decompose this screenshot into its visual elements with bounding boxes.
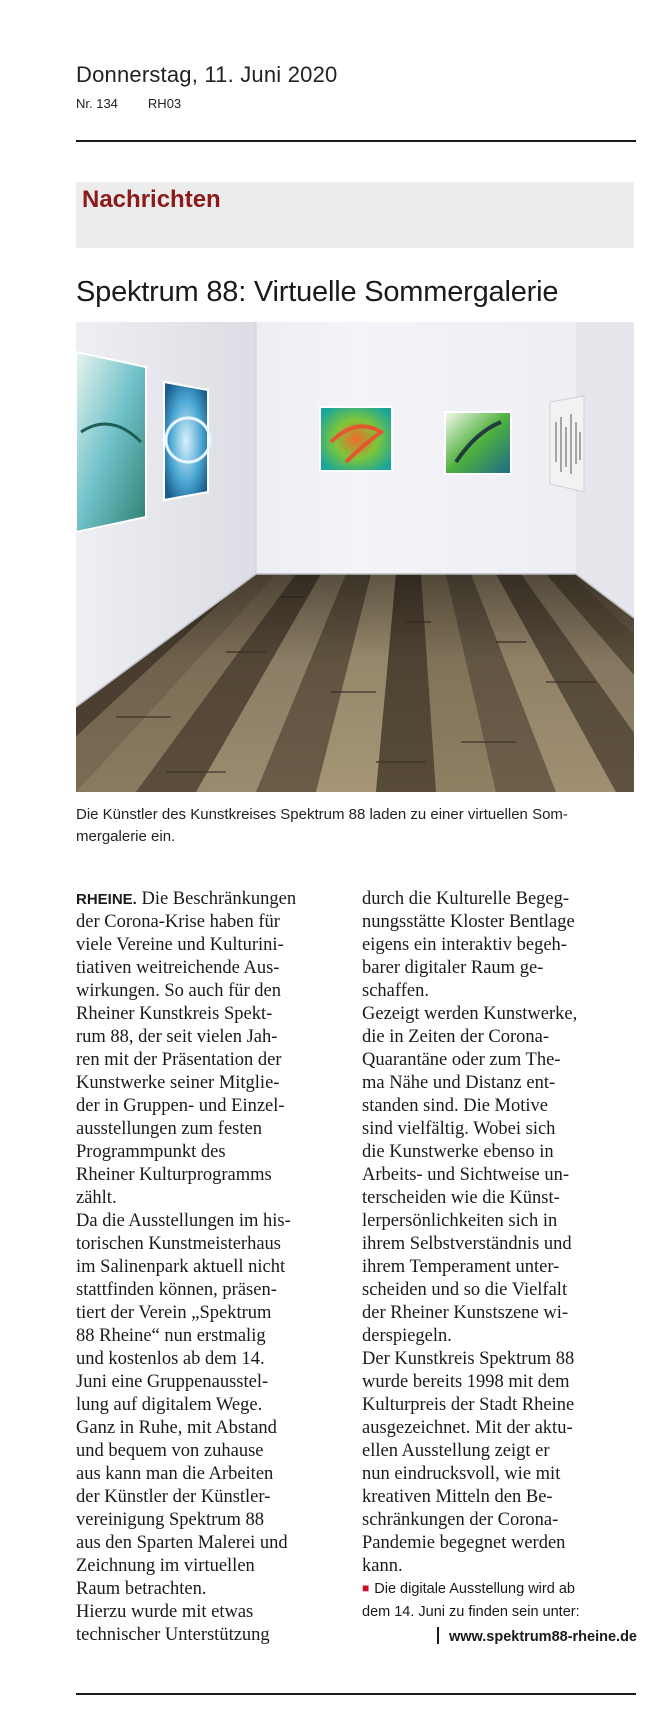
body-line: wirkungen. So auch für den: [76, 981, 281, 1001]
body-line: torischen Kunstmeisterhaus: [76, 1234, 281, 1254]
body-line: Rheiner Kulturprogramms: [76, 1165, 272, 1185]
caption-line: mergalerie ein.: [76, 828, 176, 845]
body-line: nun eindrucksvoll, wie mit: [362, 1464, 561, 1484]
body-line: aus kann man die Arbeiten: [76, 1464, 274, 1484]
body-line: derspiegeln.: [362, 1326, 452, 1346]
body-line: die Kunstwerke ebenso in: [362, 1142, 554, 1162]
body-line: ausgezeichnet. Mit der aktu-: [362, 1418, 573, 1438]
body-line: schränkungen der Corona-: [362, 1510, 559, 1530]
body-line: im Salinenpark aktuell nicht: [76, 1257, 286, 1277]
bottom-rule: [76, 1693, 636, 1695]
body-line: ausstellungen zum festen: [76, 1119, 262, 1139]
body-line: Raum betrachten.: [76, 1579, 207, 1599]
body-line: tiativen weitreichende Aus-: [76, 958, 280, 978]
body-line: der in Gruppen- und Einzel-: [76, 1096, 285, 1116]
info-text: Die digitale Ausstellung wird ab: [374, 1581, 575, 1597]
body-line: aus den Sparten Malerei und: [76, 1533, 288, 1553]
info-text: dem 14. Juni zu finden sein unter:: [362, 1604, 580, 1620]
body-line: Ganz in Ruhe, mit Abstand: [76, 1418, 277, 1438]
body-line: barer digitaler Raum ge-: [362, 958, 544, 978]
body-line: Rheiner Kunstkreis Spekt-: [76, 1004, 273, 1024]
body-line: Programmpunkt des: [76, 1142, 226, 1162]
body-line: Zeichnung im virtuellen: [76, 1556, 255, 1576]
body-line: Gezeigt werden Kunstwerke,: [362, 1004, 578, 1024]
square-bullet-icon: ■: [362, 1581, 370, 1595]
dateline: RHEINE.: [76, 891, 137, 908]
body-line: Kunstwerke seiner Mitglie-: [76, 1073, 280, 1093]
article-column-right: [362, 888, 637, 1650]
masthead-date: Donnerstag, 11. Juni 2020: [76, 62, 338, 87]
body-line: wurde bereits 1998 mit dem: [362, 1372, 570, 1392]
body-line: die in Zeiten der Corona-: [362, 1027, 549, 1047]
top-rule: [76, 140, 636, 142]
body-line: terscheiden wie die Künst-: [362, 1188, 560, 1208]
body-line: scheiden und so die Vielfalt: [362, 1280, 568, 1300]
body-line: stattfinden können, präsen-: [76, 1280, 277, 1300]
body-line: ihrem Temperament unter-: [362, 1257, 560, 1277]
body-line: der Corona-Krise haben für: [76, 912, 280, 932]
body-line: kreativen Mitteln den Be-: [362, 1487, 553, 1507]
url-divider: [437, 1627, 439, 1644]
body-line: ellen Ausstellung zeigt er: [362, 1441, 550, 1461]
article-headline: Spektrum 88: Virtuelle Sommergalerie: [76, 276, 559, 308]
body-line: sind vielfältig. Wobei sich: [362, 1119, 556, 1139]
body-line: nungsstätte Kloster Bentlage: [362, 912, 575, 932]
body-line: und kostenlos ab dem 14.: [76, 1349, 265, 1369]
body-line: ma Nähe und Distanz ent-: [362, 1073, 556, 1093]
body-line: Pandemie begegnet werden: [362, 1533, 566, 1553]
body-line: durch die Kulturelle Begeg-: [362, 889, 570, 909]
exhibition-url-link[interactable]: www.spektrum88-rheine.de: [448, 1629, 637, 1645]
article-photo: [76, 322, 634, 792]
url-line: [362, 1624, 637, 1650]
body-line: Da die Ausstellungen im his-: [76, 1211, 291, 1231]
edition-code: RH03: [147, 96, 182, 111]
body-line: Quarantäne oder zum The-: [362, 1050, 561, 1070]
body-line: rum 88, der seit vielen Jah-: [76, 1027, 278, 1047]
body-line: Der Kunstkreis Spektrum 88: [362, 1349, 575, 1369]
body-line: Arbeits- und Sichtweise un-: [362, 1165, 570, 1185]
body-line: lung auf digitalem Wege.: [76, 1395, 263, 1415]
section-title: Nachrichten: [82, 186, 221, 213]
body-line: Juni eine Gruppenausstel-: [76, 1372, 269, 1392]
body-line: ihrem Selbstverständnis und: [362, 1234, 572, 1254]
body-line: der Rheiner Kunstszene wi-: [362, 1303, 569, 1323]
caption-line: Die Künstler des Kunstkreises Spektrum 88 laden zu einer virtuellen Som-: [76, 806, 568, 823]
body-line: kann.: [362, 1556, 403, 1576]
body-line: Hierzu wurde mit etwas: [76, 1602, 254, 1622]
body-line: standen sind. Die Motive: [362, 1096, 549, 1116]
body-line: lerpersönlichkeiten sich in: [362, 1211, 558, 1231]
info-line: [362, 1578, 637, 1601]
body-line: technischer Unterstützung: [76, 1625, 270, 1645]
body-line: eigens ein interaktiv begeh-: [362, 935, 567, 955]
body-line: schaffen.: [362, 981, 429, 1001]
body-line: Kulturpreis der Stadt Rheine: [362, 1395, 575, 1415]
photo-caption: [76, 804, 634, 848]
body-line: der Künstler der Künstler-: [76, 1487, 271, 1507]
body-line: zählt.: [76, 1188, 117, 1208]
body-line: Die Beschränkungen: [136, 889, 297, 909]
body-line: ren mit der Präsentation der: [76, 1050, 282, 1070]
body-line: vereinigung Spektrum 88: [76, 1510, 265, 1530]
issue-number: Nr. 134: [76, 96, 118, 111]
body-line: und bequem von zuhause: [76, 1441, 264, 1461]
body-line: 88 Rheine“ nun erstmalig: [76, 1326, 266, 1346]
article-column-left: [76, 888, 348, 1647]
masthead-meta: [76, 96, 211, 111]
body-line: tiert der Verein „Spektrum: [76, 1303, 272, 1323]
body-line: viele Vereine und Kulturini-: [76, 935, 284, 955]
